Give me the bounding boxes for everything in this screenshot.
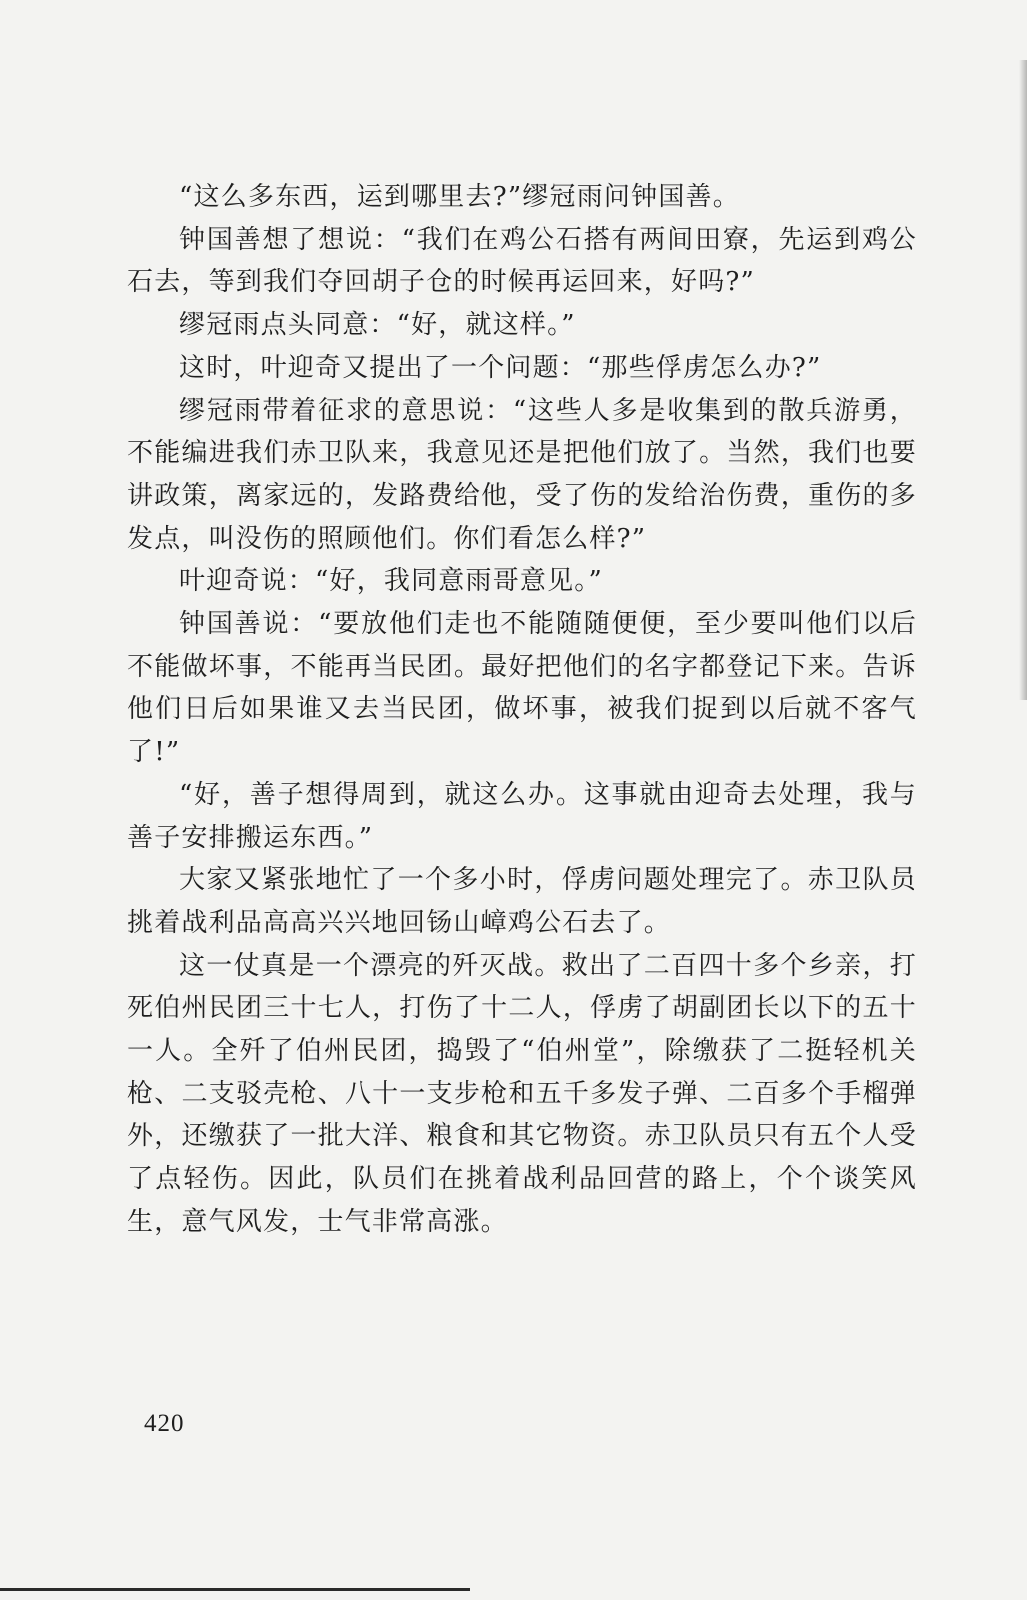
paragraph: 钟国善说：“要放他们走也不能随随便便，至少要叫他们以后不能做坏事，不能再当民团。最好把他们的名字都登记下来。告诉他们日后如果谁又去当民团，做坏事，被我们捉到以后就不客气了!”	[127, 609, 917, 768]
page-edge-shadow	[1019, 60, 1027, 700]
body-text	[127, 176, 917, 1244]
page-number: 420	[144, 1410, 185, 1437]
paragraph: 大家又紧张地忙了一个多小时，俘虏问题处理完了。赤卫队员挑着战利品高高兴兴地回钖山嶂鸡公石去了。	[127, 865, 917, 938]
paragraph: 钟国善想了想说：“我们在鸡公石搭有两间田寮，先运到鸡公石去，等到我们夺回胡子仓的时候再运回来，好吗?”	[127, 224, 917, 298]
paragraph: “好，善子想得周到，就这么办。这事就由迎奇去处理，我与善子安排搬运东西。”	[127, 779, 917, 853]
paragraph: “这么多东西，运到哪里去?”缪冠雨问钟国善。	[179, 182, 740, 212]
paragraph: 叶迎奇说：“好，我同意雨哥意见。”	[179, 566, 603, 597]
paragraph: 这时，叶迎奇又提出了一个问题：“那些俘虏怎么办?”	[179, 352, 822, 383]
paragraph: 缪冠雨带着征求的意思说：“这些人多是收集到的散兵游勇，不能编进我们赤卫队来，我意见还是把他们放了。当然，我们也要讲政策，离家远的，发路费给他，受了伤的发给治伤费，重伤的多发点，叫没伤的照顾他们。你们看怎么样?”	[127, 395, 917, 554]
paragraph: 缪冠雨点头同意：“好，就这样。”	[179, 310, 576, 341]
paragraph: 这一仗真是一个漂亮的歼灭战。救出了二百四十多个乡亲，打死伯州民团三十七人，打伤了十二人，俘虏了胡副团长以下的五十一人。全歼了伯州民团，捣毁了“伯州堂”，除缴获了二挺轻机关枪、二支驳壳枪、八十一支步枪和五千多发子弹、二百多个手榴弹外，还缴获了一批大洋、粮食和其它物资。赤卫队员只有五个人受了点轻伤。因此，队员们在挑着战利品回营的路上，个个谈笑风生，意气风发，士气非常高涨。	[127, 950, 917, 1237]
bottom-scan-edge	[0, 1588, 470, 1591]
